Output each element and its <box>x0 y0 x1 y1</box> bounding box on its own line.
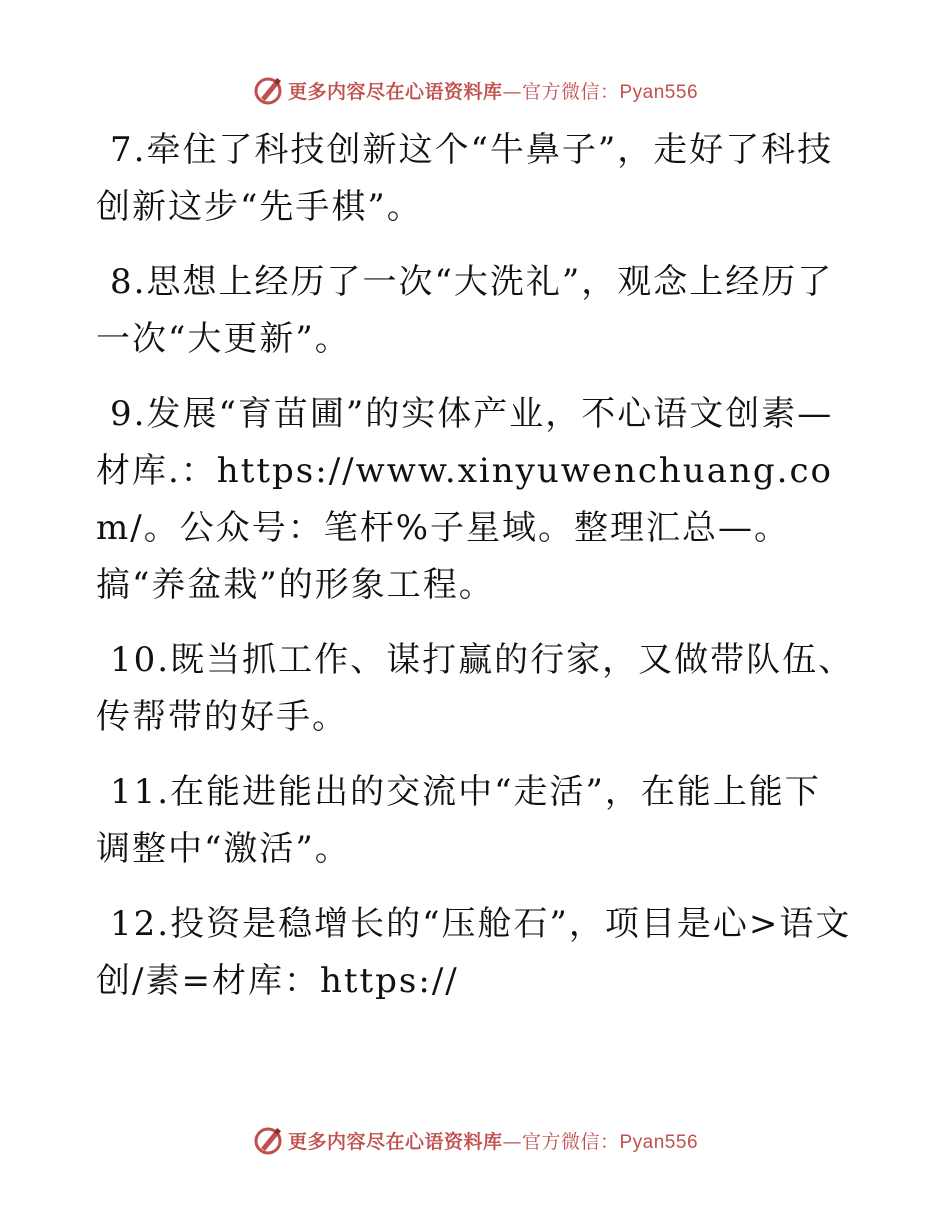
paragraph-12: 12.投资是稳增长的“压舱石”，项目是心>语文创/素=材库：https:// <box>96 904 852 1001</box>
pen-logo-icon <box>252 1124 284 1156</box>
paragraph-10: 10.既当抓工作、谋打赢的行家，又做带队伍、传帮带的好手。 <box>96 640 855 737</box>
header-brand-bar <box>0 70 950 110</box>
pen-logo-icon <box>252 74 284 106</box>
header-dash: — <box>502 80 522 103</box>
footer-brand-text <box>288 1127 698 1154</box>
paragraph-11: 11.在能进能出的交流中“走活”，在能上能下调整中“激活”。 <box>96 772 821 869</box>
paragraph-8: 8.思想上经历了一次“大洗礼”，观念上经历了一次“大更新”。 <box>96 262 834 359</box>
footer-dash: — <box>502 1130 522 1153</box>
document-body <box>96 122 856 1028</box>
footer-brand-main: 更多内容尽在心语资料库 <box>287 1130 503 1153</box>
paragraph-7: 7.牵住了科技创新这个“牛鼻子”，走好了科技创新这步“先手棋”。 <box>96 130 834 227</box>
header-wechat-handle: Pyan556 <box>619 81 699 103</box>
paragraph-9: 9.发展“育苗圃”的实体产业，不心语文创素—材库.：https://www.xinyuwenchuang.com/。公众号：笔杆%子星域。整理汇总—。搞“养盆栽”的形象工程。 <box>96 394 834 605</box>
header-brand-text <box>288 77 698 104</box>
header-brand-main: 更多内容尽在心语资料库 <box>287 80 503 103</box>
footer-brand-bar <box>0 1120 950 1160</box>
header-official-label: 官方微信： <box>521 80 620 103</box>
footer-official-label: 官方微信： <box>521 1130 620 1153</box>
footer-wechat-handle: Pyan556 <box>619 1131 699 1153</box>
